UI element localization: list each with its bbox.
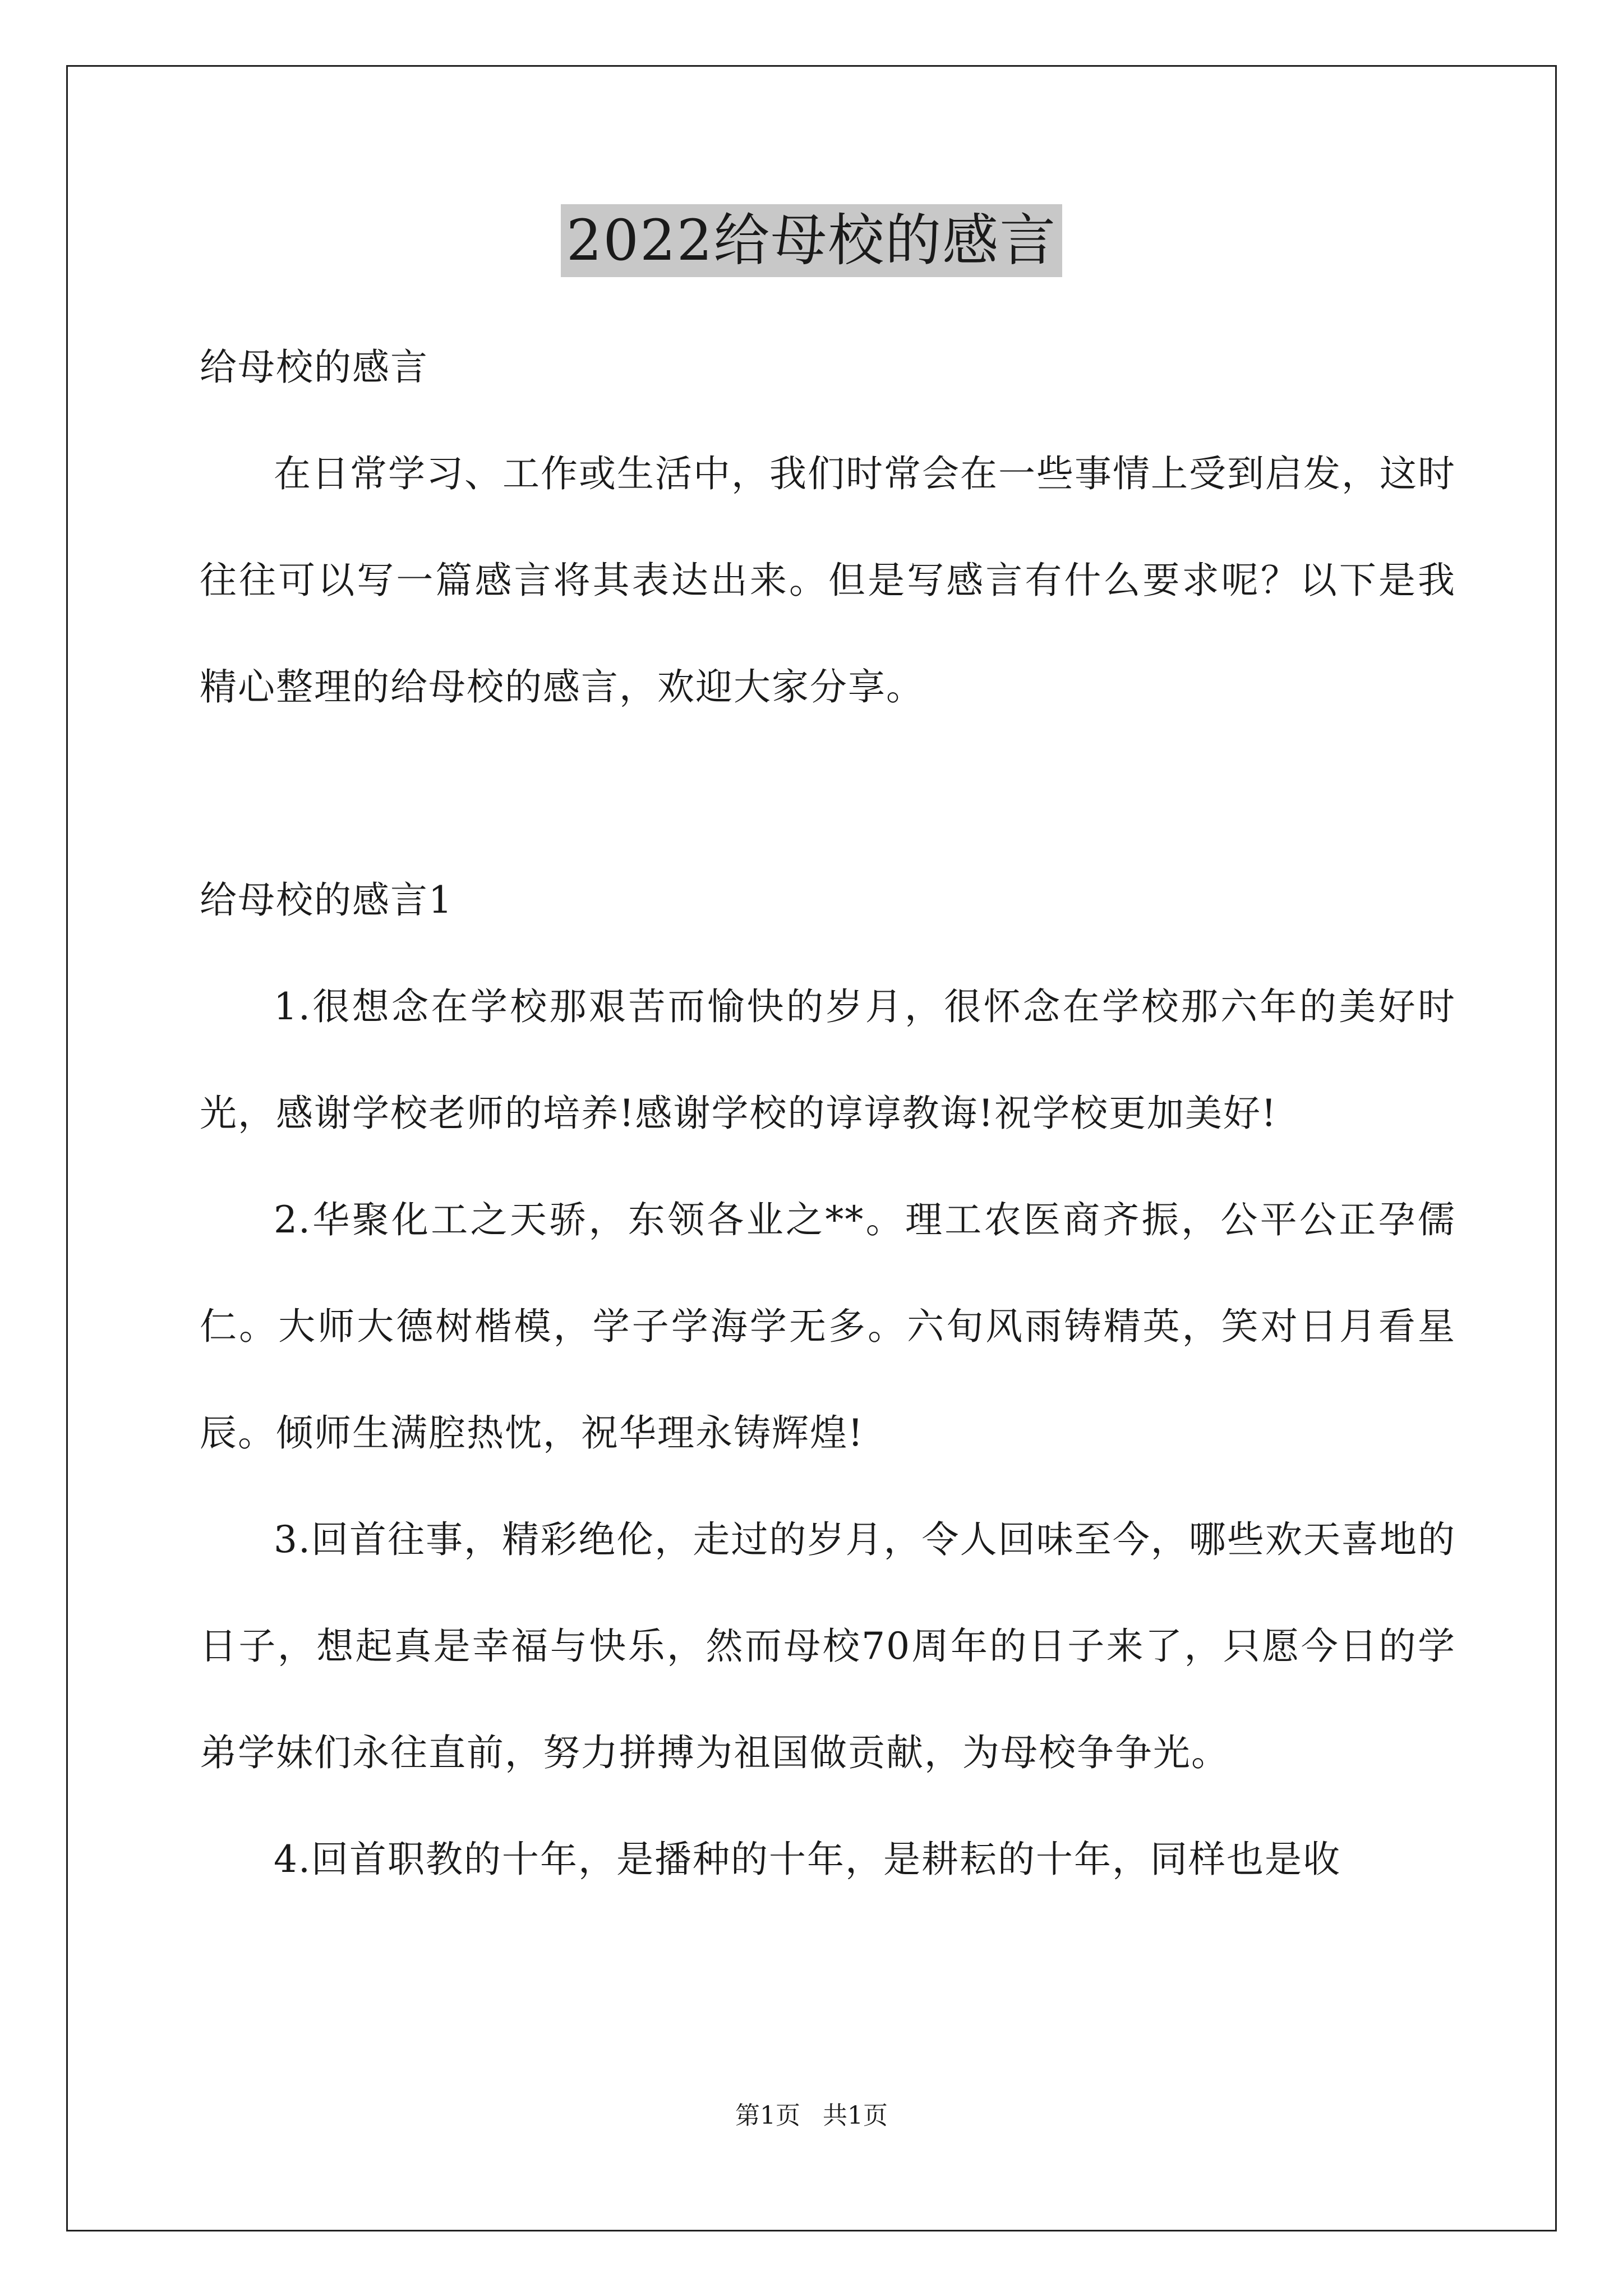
paragraph-2: 2.华聚化工之天骄，东领各业之**。理工农医商齐振，公平公正孕儒仁。大师大德树楷模，学子学海学无多。六旬风雨铸精英，笑对日月看星辰。倾师生满腔热忱，祝华理永铸辉煌! [200, 1198, 1456, 1455]
paragraph-1: 1.很想念在学校那艰苦而愉快的岁月，很怀念在学校那六年的美好时光，感谢学校老师的培养!感谢学校的谆谆教诲!祝学校更加美好! [200, 985, 1456, 1135]
intro-paragraph: 在日常学习、工作或生活中，我们时常会在一些事情上受到启发，这时往往可以写一篇感言将其表达出来。但是写感言有什么要求呢？以下是我精心整理的给母校的感言，欢迎大家分享。 [200, 452, 1456, 708]
document-subtitle: 给母校的感言 [200, 346, 428, 389]
spacer [200, 740, 1456, 847]
page-footer [0, 2099, 1623, 2133]
page-number: 第1页 [735, 2101, 800, 2130]
title-container [0, 204, 1623, 277]
section-heading: 给母校的感言1 [200, 878, 453, 922]
page-total: 共1页 [823, 2101, 888, 2130]
paragraph-3: 3.回首往事，精彩绝伦，走过的岁月，令人回味至今，哪些欢天喜地的日子，想起真是幸福与快乐，然而母校70周年的日子来了，只愿今日的学弟学妹们永往直前，努力拼搏为祖国做贡献，为母校争争光。 [200, 1518, 1456, 1774]
paragraph-4: 4.回首职教的十年，是播种的十年，是耕耘的十年，同样也是收 [274, 1838, 1341, 1881]
document-title: 2022给母校的感言 [561, 204, 1063, 277]
document-body [200, 314, 1456, 1913]
